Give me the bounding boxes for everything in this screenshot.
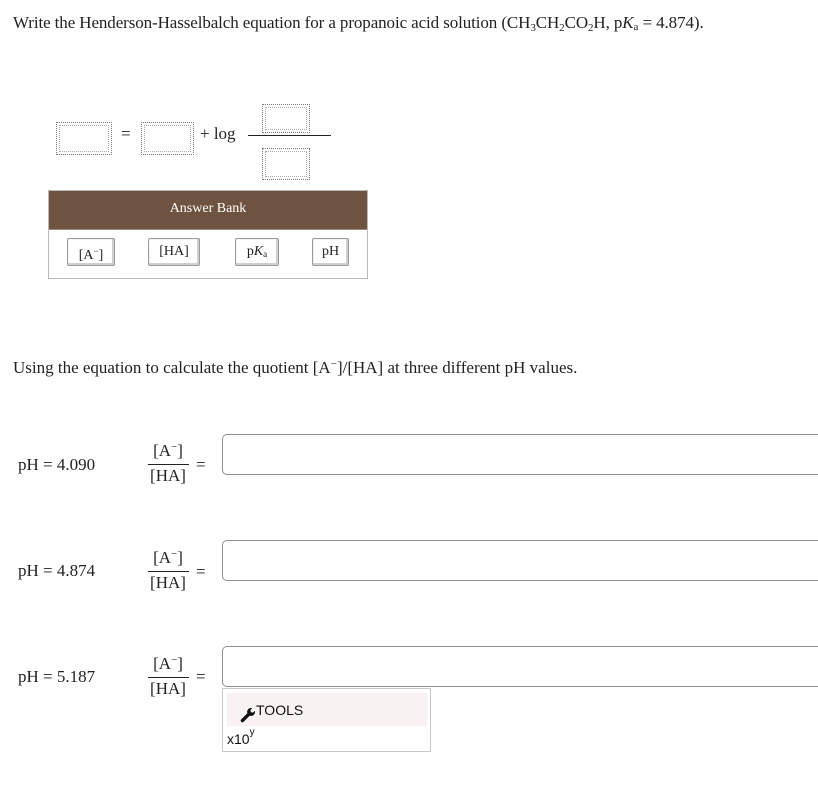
equation-plus-log: + log bbox=[200, 124, 236, 143]
log-fraction-bar bbox=[248, 135, 331, 136]
answer-input-1[interactable] bbox=[222, 434, 818, 475]
wrench-icon bbox=[240, 707, 256, 723]
tools-panel bbox=[222, 688, 431, 752]
row-equals-2: = bbox=[196, 562, 206, 581]
fraction-numerator-1: [A−] bbox=[153, 441, 183, 460]
fraction-numerator-3: [A−] bbox=[153, 654, 183, 673]
row-equals-1: = bbox=[196, 455, 206, 474]
tile-pka[interactable]: $pK_a$ bbox=[235, 238, 279, 266]
answer-input-2[interactable] bbox=[222, 540, 818, 581]
tile-ph[interactable]: pH bbox=[312, 238, 349, 266]
equation-equals: = bbox=[121, 124, 131, 143]
equation-drop-term[interactable] bbox=[141, 122, 194, 155]
tile-a-minus[interactable]: [A−] bbox=[67, 238, 115, 266]
fraction-denominator-2: [HA] bbox=[150, 573, 186, 592]
x10-button[interactable]: x10$^y$ bbox=[227, 727, 255, 747]
ph-label-3: pH = 5.187 bbox=[18, 667, 96, 686]
tools-label: TOOLS bbox=[256, 702, 304, 718]
ph-label-1: pH = 4.090 bbox=[18, 455, 96, 474]
row-equals-3: = bbox=[196, 667, 206, 686]
equation-drop-numerator[interactable] bbox=[262, 104, 310, 133]
equation-drop-denominator[interactable] bbox=[262, 148, 310, 180]
tile-ha[interactable]: [HA] bbox=[148, 238, 200, 266]
fraction-denominator-3: [HA] bbox=[150, 679, 186, 698]
fraction-bar-3 bbox=[148, 677, 189, 678]
fraction-bar-2 bbox=[148, 571, 189, 572]
answer-input-3[interactable] bbox=[222, 646, 818, 687]
answer-bank bbox=[48, 190, 368, 279]
ph-label-2: pH = 4.874 bbox=[18, 561, 96, 580]
question-1-text: Write the Henderson-Hasselbalch equation for a propanoic acid solution ($CH_3CH_2CO_2H$, pKa = 4.874). bbox=[13, 13, 704, 34]
fraction-numerator-2: [A−] bbox=[153, 548, 183, 567]
tools-toggle[interactable] bbox=[227, 693, 427, 726]
question-2-text: Using the equation to calculate the quotient [A−]/[HA] at three different pH values. bbox=[13, 358, 578, 377]
equation-drop-left[interactable] bbox=[56, 122, 112, 155]
fraction-denominator-1: [HA] bbox=[150, 466, 186, 485]
answer-bank-title: Answer Bank bbox=[49, 191, 367, 230]
fraction-bar-1 bbox=[148, 464, 189, 465]
